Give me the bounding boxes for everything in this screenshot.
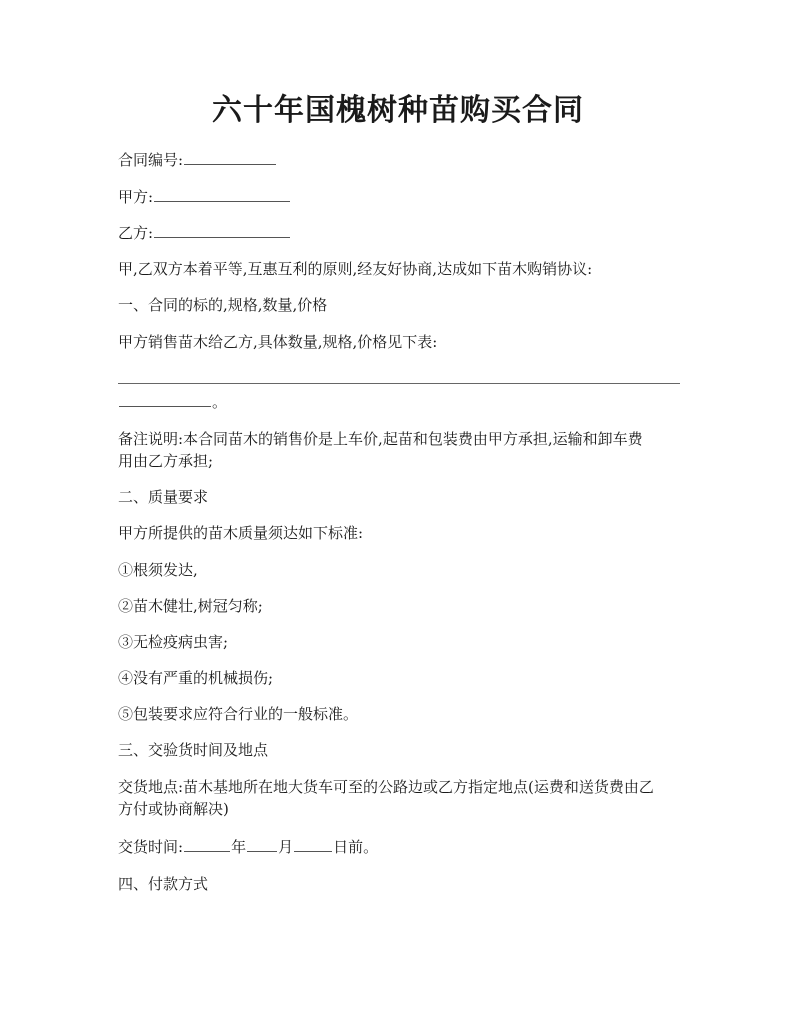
delivery-time-line	[118, 833, 686, 861]
delivery-place-line-2: 方付或协商解决)	[118, 800, 229, 818]
section-3-heading: 三、交验货时间及地点	[118, 741, 269, 759]
intro-paragraph: 甲,乙双方本着平等,互惠互利的原则,经友好协商,达成如下苗木购销协议:	[118, 260, 593, 278]
quality-item-2: ②苗木健壮,树冠匀称;	[118, 597, 263, 615]
section-1-text: 甲方销售苗木给乙方,具体数量,规格,价格见下表:	[118, 333, 438, 351]
party-a-line	[118, 183, 686, 211]
period-mark: 。	[212, 393, 228, 411]
table-fill-blank-2[interactable]	[119, 388, 211, 407]
quality-item-1: ①根须发达,	[118, 561, 198, 579]
contract-number-label: 合同编号:	[118, 151, 184, 169]
party-b-label: 乙方:	[118, 224, 154, 242]
delivery-place-line-1: 交货地点:苗木基地所在地大货车可至的公路边或乙方指定地点(运费和送货费由乙	[118, 778, 654, 796]
contract-number-blank[interactable]	[184, 146, 276, 165]
quality-item-5: ⑤包装要求应符合行业的一般标准。	[118, 705, 359, 723]
year-blank[interactable]	[184, 833, 230, 852]
month-label: 月	[278, 838, 294, 856]
section-2-text: 甲方所提供的苗木质量须达如下标准:	[118, 524, 364, 542]
quality-item-4: ④没有严重的机械损伤;	[118, 669, 274, 687]
section-4-heading: 四、付款方式	[118, 875, 209, 893]
table-fill-line-2	[118, 388, 686, 416]
month-blank[interactable]	[247, 833, 277, 852]
table-fill-blank[interactable]	[118, 383, 680, 384]
party-a-label: 甲方:	[118, 188, 154, 206]
party-a-blank[interactable]	[154, 183, 290, 202]
contract-number-line	[118, 146, 686, 174]
party-b-line	[118, 219, 686, 247]
remark-line-2: 用由乙方承担;	[118, 452, 214, 470]
quality-item-3: ③无检疫病虫害;	[118, 633, 229, 651]
delivery-time-label: 交货时间:	[118, 838, 184, 856]
section-2-heading: 二、质量要求	[118, 488, 209, 506]
day-blank[interactable]	[294, 833, 332, 852]
day-label: 日前。	[333, 838, 379, 856]
party-b-blank[interactable]	[154, 219, 290, 238]
remark-line-1: 备注说明:本合同苗木的销售价是上车价,起苗和包装费由甲方承担,运输和卸车费	[118, 430, 643, 448]
section-1-heading: 一、合同的标的,规格,数量,价格	[118, 296, 328, 314]
document-title: 六十年国槐树种苗购买合同	[212, 93, 584, 128]
year-label: 年	[231, 838, 247, 856]
